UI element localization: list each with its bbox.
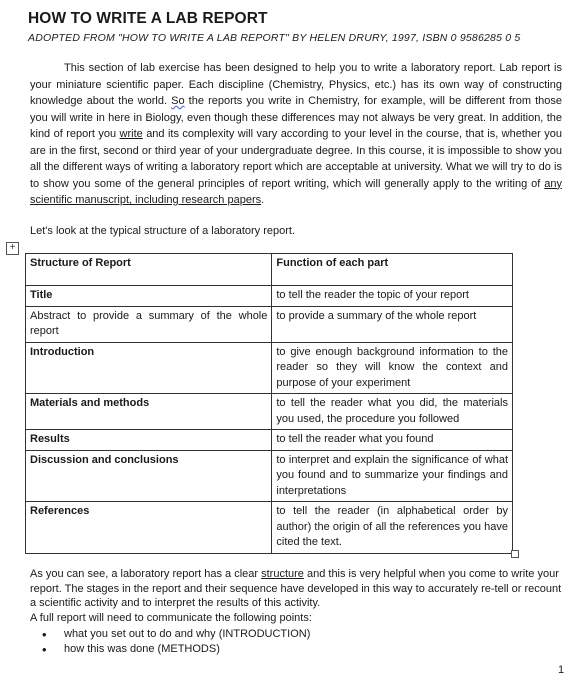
- after-table-text: [30, 567, 562, 625]
- table-resize-handle[interactable]: [511, 550, 519, 558]
- intro-text-2: the reports you write in Chemistry, for example, will be different from those you will write in here in Biology, even though these differences may not always be very great. In addition, the kind of report you: [30, 95, 562, 140]
- after-paragraph: [30, 567, 562, 611]
- row-function: to tell the reader the topic of your report: [272, 286, 513, 307]
- after-paragraph-2: A full report will need to communicate the following points:: [30, 611, 312, 624]
- after-text-2: and this is very helpful when you come to write your report. The stages in the report and their sequence have developed in this way to accurately re-tell or recount a scientific activity and to interpret the results of this activity.: [30, 568, 562, 609]
- row-function: to tell the reader (in alphabetical order by author) the origin of all the references you have cited the text.: [272, 502, 513, 554]
- intro-text-1: This section of lab exercise has been designed to help you to write a laboratory report. Lab report is your miniature scientific paper. Each discipline (Chemistry, Physics, etc.) has its own way of constructing knowledge about the world.: [30, 62, 562, 107]
- intro-paragraph: [30, 60, 562, 209]
- table-move-handle-icon[interactable]: +: [6, 242, 19, 255]
- document-subtitle: ADOPTED FROM "HOW TO WRITE A LAB REPORT" BY HELEN DRURY, 1997, ISBN 0 9586285 0 5: [28, 32, 521, 44]
- row-function: to give enough background information to the reader so they will know the context and purpose of your experiment: [272, 342, 513, 394]
- table-row: [26, 286, 513, 307]
- row-part: Abstract to provide a summary of the whole report: [26, 306, 272, 342]
- table-header-row: [26, 254, 513, 286]
- row-function: to tell the reader what you found: [272, 430, 513, 451]
- table-row: [26, 394, 513, 430]
- table-row: [26, 342, 513, 394]
- page-number: 1: [558, 664, 565, 676]
- underlined-any: any scientific manuscript, including research papers: [30, 177, 562, 206]
- list-item: • what you set out to do and why (INTRODUCTION): [42, 627, 310, 642]
- row-function: to provide a summary of the whole report: [272, 306, 513, 342]
- header-function: Function of each part: [272, 254, 513, 286]
- table-lead-sentence: Let's look at the typical structure of a laboratory report.: [30, 225, 296, 237]
- row-part: Title: [26, 286, 272, 307]
- report-points-list: [42, 627, 310, 657]
- table-row: [26, 450, 513, 502]
- header-structure: Structure of Report: [26, 254, 272, 286]
- intro-text-end: .: [261, 194, 265, 206]
- row-part: Results: [26, 430, 272, 451]
- row-part: References: [26, 502, 272, 554]
- underlined-structure: structure: [261, 568, 304, 580]
- row-part: Materials and methods: [26, 394, 272, 430]
- row-part: Discussion and conclusions: [26, 450, 272, 502]
- after-text-1: As you can see, a laboratory report has a clear: [30, 568, 262, 580]
- table-row: [26, 306, 513, 342]
- report-structure-table: [25, 253, 513, 554]
- document-title: HOW TO WRITE A LAB REPORT: [28, 10, 268, 27]
- table-row: [26, 430, 513, 451]
- spellcheck-so: So: [171, 95, 185, 107]
- intro-text-3: and its complexity will vary according to your level in the course, that is, whether you are in the first, second or third year of your undergraduate degree. In this course, it is impossible to show you all the different ways of writing a laboratory report which are acceptable at university. What we will try to do is to show you some of the general principles of report writing, which will generally apply to the writing of: [30, 128, 562, 190]
- row-part: Introduction: [26, 342, 272, 394]
- row-function: to tell the reader what you did, the materials you used, the procedure you followed: [272, 394, 513, 430]
- row-function: to interpret and explain the significance of what you found and to summarize your findings and interpretations: [272, 450, 513, 502]
- underlined-write: write: [119, 128, 143, 140]
- table-row: [26, 502, 513, 554]
- list-item: • how this was done (METHODS): [42, 642, 310, 657]
